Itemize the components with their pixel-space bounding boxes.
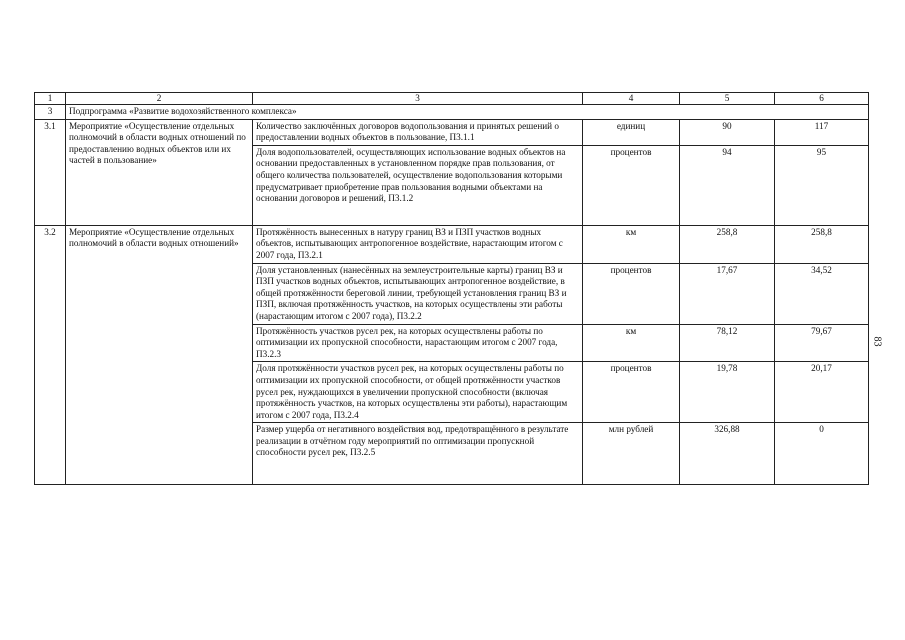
event-number: 3.2 — [35, 225, 66, 485]
indicator-text: Размер ущерба от негативного воздействия вод, предотвращённого в результате реализации в отчётном году мероприятий по оптимизации пропускной способности русел рек, П3.2.5 — [253, 423, 583, 485]
table-row — [35, 119, 869, 145]
event-title: Мероприятие «Осуществление отдельных полномочий в области водных отношений» — [66, 225, 253, 485]
indicator-text: Количество заключённых договоров водопользования и принятых решений о предоставлении водных объектов в пользование, П3.1.1 — [253, 119, 583, 145]
value-col5: 17,67 — [680, 263, 775, 324]
value-col5: 19,78 — [680, 362, 775, 423]
col-header-4: 4 — [583, 93, 680, 105]
event-title: Мероприятие «Осуществление отдельных полномочий в области водных отношений по предоставлению водных объектов или их частей в пользование» — [66, 119, 253, 225]
page-number: 83 — [871, 336, 883, 347]
value-col5: 326,88 — [680, 423, 775, 485]
value-col6: 117 — [775, 119, 869, 145]
value-col6: 34,52 — [775, 263, 869, 324]
unit-cell: единиц — [583, 119, 680, 145]
value-col6: 0 — [775, 423, 869, 485]
indicator-text: Доля протяжённости участков русел рек, на которых осуществлены работы по оптимизации их пропускной способности, от общей протяжённости участков русел рек, нуждающихся в увеличении пропускной способности (включая протяжённость участков, на которых осуществлены эти работы), нарастающим итогом с 2007 года, П3.2.4 — [253, 362, 583, 423]
indicator-text: Доля установленных (нанесённых на землеустроительные карты) границ ВЗ и ПЗП участков водных объектов, испытывающих антропогенное воздействие, в общей протяжённости береговой линии, требующей установления границ ВЗ и ПЗП, включая протяжённость участков, на которых осуществлены эти работы (нарастающим итогом с 2007 года), П3.2.2 — [253, 263, 583, 324]
unit-cell: процентов — [583, 263, 680, 324]
value-col5: 258,8 — [680, 225, 775, 263]
indicators-table — [34, 92, 869, 485]
value-col5: 90 — [680, 119, 775, 145]
unit-cell: км — [583, 324, 680, 362]
value-col5: 94 — [680, 145, 775, 225]
col-header-6: 6 — [775, 93, 869, 105]
unit-cell: км — [583, 225, 680, 263]
value-col6: 79,67 — [775, 324, 869, 362]
column-number-row — [35, 93, 869, 105]
col-header-2: 2 — [66, 93, 253, 105]
unit-cell: процентов — [583, 362, 680, 423]
unit-cell: процентов — [583, 145, 680, 225]
value-col6: 258,8 — [775, 225, 869, 263]
value-col6: 20,17 — [775, 362, 869, 423]
value-col5: 78,12 — [680, 324, 775, 362]
event-number: 3.1 — [35, 119, 66, 225]
col-header-5: 5 — [680, 93, 775, 105]
subprogram-title: Подпрограмма «Развитие водохозяйственного комплекса» — [66, 105, 869, 120]
table-row — [35, 225, 869, 263]
indicator-text: Доля водопользователей, осуществляющих использование водных объектов на основании предоставленных в установленном порядке прав пользования, от общего количества пользователей, осуществление водопользования которыми предусматривает приобретение прав пользования водными объектами на основании договоров и решений, П3.1.2 — [253, 145, 583, 225]
unit-cell: млн рублей — [583, 423, 680, 485]
indicator-text: Протяжённость участков русел рек, на которых осуществлены работы по оптимизации их пропускной способности, нарастающим итогом с 2007 года, П3.2.3 — [253, 324, 583, 362]
subprogram-row — [35, 105, 869, 120]
indicator-text: Протяжённость вынесенных в натуру границ ВЗ и ПЗП участков водных объектов, испытывающих антропогенное воздействие, нарастающим итогом с 2007 года, П3.2.1 — [253, 225, 583, 263]
subprogram-number: 3 — [35, 105, 66, 120]
value-col6: 95 — [775, 145, 869, 225]
col-header-1: 1 — [35, 93, 66, 105]
col-header-3: 3 — [253, 93, 583, 105]
